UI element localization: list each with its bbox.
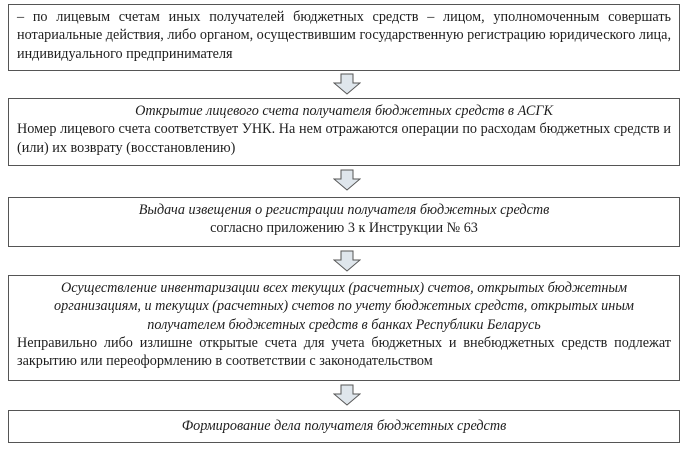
- step-2-box: [8, 98, 680, 166]
- step-4-text: Неправильно либо излишне открытые счета для учета бюджетных и внебюджетных средств подлежат закрытию или переоформлению в соответствии с законодательством: [17, 334, 671, 370]
- step-1-box: [8, 4, 680, 71]
- step-4-title: Осуществление инвентаризации всех текущих (расчетных) счетов, открытых бюджетным организациям, и текущих (расчетных) счетов по учету бюджетных средств, открытых иным получателем бюджетных средств в банках Республики Беларусь: [54, 280, 634, 333]
- down-arrow-icon: [333, 250, 361, 272]
- step-3-title: Выдача извещения о регистрации получателя бюджетных средств: [138, 202, 550, 218]
- down-arrow-icon: [333, 73, 361, 95]
- down-arrow-icon: [333, 384, 361, 406]
- step-4-box: [8, 275, 680, 381]
- step-5-title: Формирование дела получателя бюджетных средств: [181, 418, 507, 434]
- step-2-title: Открытие лицевого счета получателя бюджетных средств в АСГК: [135, 103, 553, 119]
- step-1-text: – по лицевым счетам иных получателей бюджетных средств – лицом, уполномоченным совершать нотариальные действия, либо органом, осуществившим государственную регистрацию юридического лица, индивидуального предпринимателя: [17, 9, 671, 62]
- step-2-text: Номер лицевого счета соответствует УНК. На нем отражаются операции по расходам бюджетных средств и (или) их возврату (восстановлению): [17, 121, 671, 156]
- step-3-box: [8, 197, 680, 247]
- down-arrow-icon: [333, 169, 361, 191]
- step-5-box: [8, 410, 680, 443]
- step-3-text: согласно приложению 3 к Инструкции № 63: [210, 220, 478, 237]
